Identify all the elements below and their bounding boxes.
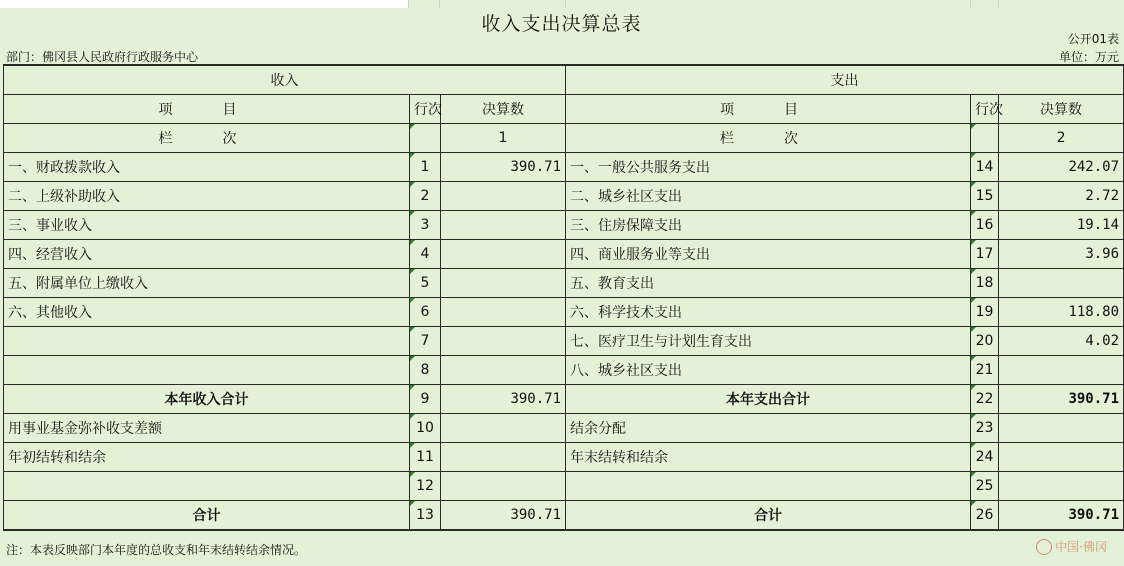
grid-cell bbox=[440, 0, 566, 8]
formula-bar[interactable] bbox=[0, 0, 409, 8]
income-item[interactable] bbox=[4, 298, 410, 327]
expense-item[interactable] bbox=[566, 211, 971, 240]
expense-amount[interactable] bbox=[999, 356, 1124, 385]
expense-row-number[interactable] bbox=[971, 443, 999, 472]
income-row-number[interactable] bbox=[410, 298, 441, 327]
budget-table bbox=[3, 64, 1124, 531]
income-item-text: 合计 bbox=[192, 508, 221, 524]
expense-amount-text: 19.14 bbox=[1076, 217, 1120, 233]
income-row-number-text: 11 bbox=[416, 449, 434, 465]
income-row-number-text: 2 bbox=[420, 188, 430, 204]
income-amount[interactable] bbox=[441, 327, 566, 356]
expense-amount[interactable] bbox=[999, 327, 1124, 356]
expense-item[interactable] bbox=[566, 153, 971, 182]
table-row bbox=[4, 327, 1124, 356]
income-item-text: 年初结转和结余 bbox=[8, 450, 106, 466]
expense-amount[interactable] bbox=[999, 443, 1124, 472]
income-amount-text: 390.71 bbox=[510, 507, 562, 523]
cell-marker bbox=[410, 414, 415, 419]
unit-label: 单位：万元 bbox=[1058, 50, 1119, 64]
income-item-text: 五、附属单位上缴收入 bbox=[8, 276, 148, 292]
table-row bbox=[4, 414, 1124, 443]
table-row bbox=[4, 298, 1124, 327]
expense-row-number[interactable] bbox=[971, 269, 999, 298]
cell-marker bbox=[410, 443, 415, 448]
income-amount-col-header[interactable]: 决算数 bbox=[441, 95, 566, 124]
cell-marker bbox=[971, 182, 976, 187]
income-item[interactable] bbox=[4, 385, 410, 414]
expense-amount[interactable] bbox=[999, 298, 1124, 327]
expense-row-number-text: 18 bbox=[975, 275, 994, 291]
income-row-number-text: 12 bbox=[416, 478, 434, 494]
expense-header[interactable]: 支出 bbox=[566, 65, 1124, 95]
income-item[interactable] bbox=[4, 182, 410, 211]
expense-row-number-text: 22 bbox=[975, 391, 994, 407]
department-label: 部门：佛冈县人民政府行政服务中心 bbox=[6, 50, 199, 64]
expense-row-number-text: 19 bbox=[975, 304, 994, 320]
expense-item-text: 合计 bbox=[754, 508, 783, 524]
income-row-number[interactable] bbox=[410, 414, 441, 443]
income-row-number[interactable] bbox=[410, 501, 441, 531]
table-code: 公开01表 bbox=[1067, 32, 1119, 46]
table-row bbox=[4, 356, 1124, 385]
table-row bbox=[4, 153, 1124, 182]
cell-marker bbox=[410, 211, 415, 216]
cell-marker bbox=[971, 385, 976, 390]
expense-col-number[interactable]: 2 bbox=[999, 124, 1124, 153]
cell-marker bbox=[971, 153, 976, 158]
cell-marker bbox=[410, 385, 415, 390]
cell-marker bbox=[410, 501, 415, 506]
income-amount[interactable] bbox=[441, 298, 566, 327]
expense-row-number[interactable] bbox=[971, 385, 999, 414]
income-amount[interactable] bbox=[441, 356, 566, 385]
income-row-number[interactable] bbox=[410, 443, 441, 472]
table-row bbox=[4, 472, 1124, 501]
table-row bbox=[4, 501, 1124, 531]
income-row-col-header[interactable]: 行次 bbox=[410, 95, 441, 124]
expense-row-number-text: 24 bbox=[975, 449, 994, 465]
expense-amount[interactable] bbox=[999, 414, 1124, 443]
expense-row-number-text: 21 bbox=[975, 362, 994, 378]
grid-cell bbox=[566, 0, 971, 8]
watermark bbox=[1036, 538, 1107, 555]
income-item-text: 三、事业收入 bbox=[8, 218, 92, 234]
income-row-number[interactable] bbox=[410, 356, 441, 385]
income-header[interactable]: 收入 bbox=[4, 65, 566, 95]
cell-marker bbox=[410, 356, 415, 361]
income-row-number-text: 3 bbox=[420, 217, 430, 233]
income-row-number[interactable] bbox=[410, 182, 441, 211]
income-col-number[interactable]: 1 bbox=[441, 124, 566, 153]
income-amount[interactable] bbox=[441, 240, 566, 269]
income-amount[interactable] bbox=[441, 211, 566, 240]
watermark-text: 中国·佛冈 bbox=[1055, 540, 1107, 554]
expense-row-number[interactable] bbox=[971, 298, 999, 327]
expense-item[interactable] bbox=[566, 472, 971, 501]
expense-row-number-text: 25 bbox=[975, 478, 994, 494]
cell-marker bbox=[971, 240, 976, 245]
cell-marker bbox=[971, 211, 976, 216]
table-row bbox=[4, 240, 1124, 269]
cell-marker bbox=[410, 153, 415, 158]
expense-row-number-text: 14 bbox=[975, 159, 994, 175]
expense-amount-text: 3.96 bbox=[1085, 246, 1120, 262]
income-item-text: 六、其他收入 bbox=[8, 305, 92, 321]
cell-marker bbox=[971, 298, 976, 303]
income-row-number[interactable] bbox=[410, 472, 441, 501]
expense-row-number[interactable] bbox=[971, 327, 999, 356]
expense-row-number[interactable] bbox=[971, 414, 999, 443]
income-row-number[interactable] bbox=[410, 240, 441, 269]
expense-item-text: 三、住房保障支出 bbox=[570, 218, 683, 234]
expense-item[interactable] bbox=[566, 240, 971, 269]
cell-marker bbox=[971, 356, 976, 361]
expense-item-text: 七、医疗卫生与计划生育支出 bbox=[570, 334, 753, 350]
income-amount[interactable] bbox=[441, 472, 566, 501]
income-row-number-text: 8 bbox=[420, 362, 430, 378]
expense-row-number-text: 16 bbox=[975, 217, 994, 233]
cell-marker bbox=[410, 240, 415, 245]
expense-row-number-text: 15 bbox=[975, 188, 994, 204]
expense-amount-col-header[interactable]: 决算数 bbox=[999, 95, 1124, 124]
expense-item[interactable] bbox=[566, 501, 971, 531]
income-row-number-text: 10 bbox=[416, 420, 434, 436]
income-item-text: 四、经营收入 bbox=[8, 247, 92, 263]
cell-marker bbox=[971, 472, 976, 477]
income-row-number[interactable] bbox=[410, 327, 441, 356]
income-item-text: 二、上级补助收入 bbox=[8, 189, 120, 205]
income-item[interactable] bbox=[4, 414, 410, 443]
income-row-number-text: 4 bbox=[420, 246, 430, 262]
expense-item[interactable] bbox=[566, 298, 971, 327]
income-item[interactable] bbox=[4, 327, 410, 356]
cell-marker bbox=[410, 472, 415, 477]
expense-amount-text: 2.72 bbox=[1085, 188, 1120, 204]
income-amount[interactable] bbox=[441, 153, 566, 182]
expense-item[interactable] bbox=[566, 414, 971, 443]
income-amount[interactable] bbox=[441, 501, 566, 531]
expense-item[interactable] bbox=[566, 269, 971, 298]
income-item[interactable] bbox=[4, 443, 410, 472]
income-item-text: 本年收入合计 bbox=[164, 392, 249, 408]
cell-marker bbox=[971, 327, 976, 332]
cell-marker bbox=[971, 501, 976, 506]
expense-lanci-row-cell[interactable] bbox=[971, 124, 999, 153]
income-item[interactable] bbox=[4, 153, 410, 182]
income-row-number-text: 13 bbox=[416, 507, 434, 523]
expense-item-text: 年末结转和结余 bbox=[570, 450, 669, 466]
expense-row-number[interactable] bbox=[971, 211, 999, 240]
income-amount-text: 390.71 bbox=[510, 391, 562, 407]
cell-marker bbox=[971, 414, 976, 419]
table-row bbox=[4, 269, 1124, 298]
cell-marker bbox=[971, 124, 976, 129]
income-row-number-text: 7 bbox=[420, 333, 430, 349]
sheet-top-strip bbox=[0, 0, 1123, 8]
expense-amount-text: 390.71 bbox=[1068, 391, 1120, 407]
cell-marker bbox=[410, 124, 415, 129]
cell-marker bbox=[410, 182, 415, 187]
expense-row-number[interactable] bbox=[971, 501, 999, 531]
expense-row-number-text: 26 bbox=[975, 507, 994, 523]
income-amount[interactable] bbox=[441, 385, 566, 414]
expense-item-text: 本年支出合计 bbox=[726, 392, 811, 408]
expense-amount[interactable] bbox=[999, 269, 1124, 298]
expense-row-number[interactable] bbox=[971, 182, 999, 211]
table-row bbox=[4, 182, 1124, 211]
expense-amount[interactable] bbox=[999, 240, 1124, 269]
income-row-number[interactable] bbox=[410, 385, 441, 414]
expense-item[interactable] bbox=[566, 182, 971, 211]
expense-amount-text: 118.80 bbox=[1068, 304, 1120, 320]
income-amount[interactable] bbox=[441, 182, 566, 211]
income-row-number[interactable] bbox=[410, 269, 441, 298]
income-amount[interactable] bbox=[441, 414, 566, 443]
expense-amount[interactable] bbox=[999, 153, 1124, 182]
income-amount[interactable] bbox=[441, 269, 566, 298]
expense-item[interactable] bbox=[566, 327, 971, 356]
grid-cell bbox=[971, 0, 999, 8]
expense-row-number-text: 23 bbox=[975, 420, 994, 436]
income-lanci-row-cell[interactable] bbox=[410, 124, 441, 153]
expense-item-col-header[interactable]: 项 目 bbox=[566, 95, 971, 124]
expense-item-text: 二、城乡社区支出 bbox=[570, 189, 683, 205]
table-row bbox=[4, 211, 1124, 240]
expense-item-text: 五、教育支出 bbox=[570, 276, 655, 292]
income-row-number-text: 1 bbox=[420, 159, 430, 175]
grid-cell bbox=[409, 0, 440, 8]
income-item[interactable] bbox=[4, 211, 410, 240]
cell-marker bbox=[410, 327, 415, 332]
cell-marker bbox=[971, 269, 976, 274]
expense-amount-text: 242.07 bbox=[1068, 159, 1120, 175]
income-item-text: 用事业基金弥补收支差额 bbox=[8, 421, 162, 437]
income-lanci[interactable]: 栏 次 bbox=[4, 124, 410, 153]
expense-row-number-text: 17 bbox=[975, 246, 994, 262]
income-row-number[interactable] bbox=[410, 153, 441, 182]
income-item[interactable] bbox=[4, 472, 410, 501]
income-item[interactable] bbox=[4, 356, 410, 385]
cell-marker bbox=[410, 269, 415, 274]
expense-row-number-text: 20 bbox=[975, 333, 994, 349]
income-amount-text: 390.71 bbox=[510, 159, 562, 175]
expense-lanci[interactable]: 栏 次 bbox=[566, 124, 971, 153]
expense-amount[interactable] bbox=[999, 472, 1124, 501]
expense-amount-text: 4.02 bbox=[1085, 333, 1120, 349]
expense-item-text: 八、城乡社区支出 bbox=[570, 363, 683, 379]
expense-item-text: 六、科学技术支出 bbox=[570, 305, 683, 321]
expense-item-text: 四、商业服务业等支出 bbox=[570, 247, 711, 263]
income-row-number-text: 6 bbox=[420, 304, 430, 320]
income-item[interactable] bbox=[4, 269, 410, 298]
expense-row-number[interactable] bbox=[971, 240, 999, 269]
table-row bbox=[4, 443, 1124, 472]
table-row bbox=[4, 385, 1124, 414]
expense-row-number[interactable] bbox=[971, 153, 999, 182]
expense-item-text: 结余分配 bbox=[570, 421, 627, 437]
expense-amount[interactable] bbox=[999, 211, 1124, 240]
income-row-number-text: 5 bbox=[420, 275, 430, 291]
expense-item-text: 一、一般公共服务支出 bbox=[570, 160, 711, 176]
expense-item[interactable] bbox=[566, 443, 971, 472]
income-item[interactable] bbox=[4, 240, 410, 269]
expense-row-number[interactable] bbox=[971, 472, 999, 501]
expense-item[interactable] bbox=[566, 385, 971, 414]
income-item[interactable] bbox=[4, 501, 410, 531]
income-row-number[interactable] bbox=[410, 211, 441, 240]
cell-marker bbox=[971, 443, 976, 448]
income-item-text: 一、财政拨款收入 bbox=[8, 160, 120, 176]
page-title: 收入支出决算总表 bbox=[481, 13, 642, 35]
expense-amount[interactable] bbox=[999, 501, 1124, 531]
expense-amount[interactable] bbox=[999, 182, 1124, 211]
income-row-number-text: 9 bbox=[420, 391, 430, 407]
income-item-col-header[interactable]: 项 目 bbox=[4, 95, 410, 124]
expense-row-col-header[interactable]: 行次 bbox=[971, 95, 999, 124]
expense-amount[interactable] bbox=[999, 385, 1124, 414]
emblem-icon bbox=[1036, 539, 1052, 555]
footnote: 注：本表反映部门本年度的总收支和年末结转结余情况。 bbox=[6, 543, 307, 557]
cell-marker bbox=[410, 298, 415, 303]
expense-item[interactable] bbox=[566, 356, 971, 385]
income-amount[interactable] bbox=[441, 443, 566, 472]
expense-row-number[interactable] bbox=[971, 356, 999, 385]
expense-amount-text: 390.71 bbox=[1068, 507, 1120, 523]
